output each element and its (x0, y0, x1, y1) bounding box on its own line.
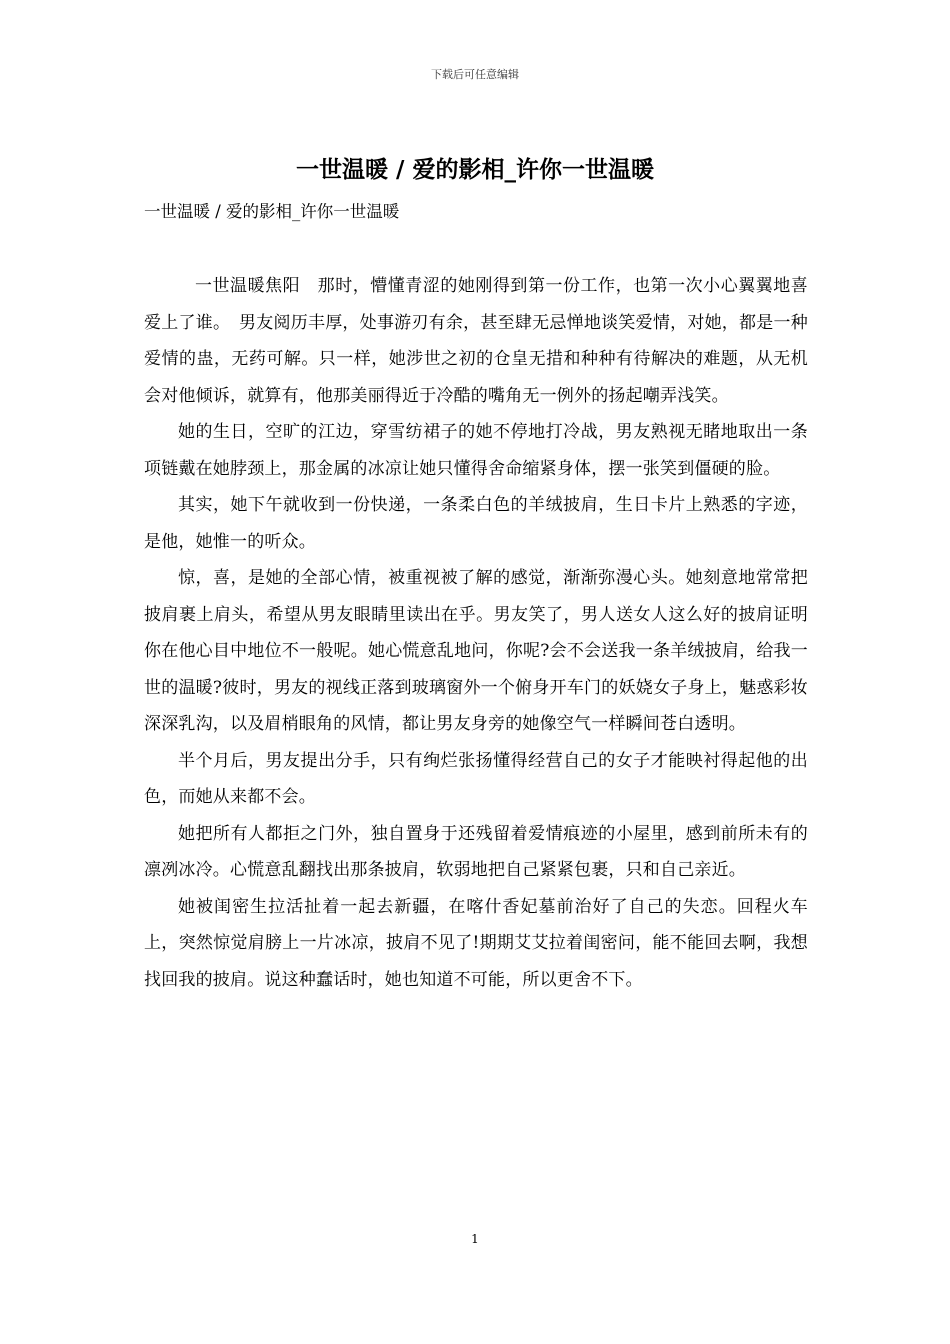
paragraph: 她被闺密生拉活扯着一起去新疆，在喀什香妃墓前治好了自己的失恋。回程火车上，突然惊觉肩膀上一片冰凉，披肩不见了!期期艾艾拉着闺密问，能不能回去啊，我想找回我的披肩。说这种蠢话时，她也知道不可能，所以更舍不下。 (144, 896, 808, 990)
paragraph: 她把所有人都拒之门外，独自置身于还残留着爱情痕迹的小屋里，感到前所未有的凛冽冰冷。心慌意乱翻找出那条披肩，软弱地把自己紧紧包裹，只和自己亲近。 (144, 823, 808, 880)
document-title: 一世温暖 / 爱的影相_许你一世温暖 (296, 156, 654, 183)
document-body (144, 268, 808, 998)
paragraph: 一世温暖焦阳 那时，懵懂青涩的她刚得到第一份工作，也第一次小心翼翼地喜爱上了谁。 男友阅历丰厚，处事游刃有余，甚至肆无忌惮地谈笑爱情，对她，都是一种爱情的蛊，无药可解。只一样，她涉世之初的仓皇无措和种种有待解决的难题，从无机会对他倾诉，就算有，他那美丽得近于冷酷的嘴角无一例外的扬起嘲弄浅笑。 (144, 276, 808, 406)
document-subtitle: 一世温暖 / 爱的影相_许你一世温暖 (144, 202, 400, 221)
paragraph: 半个月后，男友提出分手，只有绚烂张扬懂得经营自己的女子才能映衬得起他的出色，而她从来都不会。 (144, 750, 808, 807)
paragraph: 其实，她下午就收到一份快递，一条柔白色的羊绒披肩，生日卡片上熟悉的字迹，是他，她惟一的听众。 (144, 495, 808, 552)
page-number: 1 (471, 1232, 479, 1246)
paragraph: 惊，喜，是她的全部心情，被重视被了解的感觉，渐渐弥漫心头。她刻意地常常把披肩裹上肩头，希望从男友眼睛里读出在乎。男友笑了，男人送女人这么好的披肩证明你在他心目中地位不一般呢。她心慌意乱地问，你呢?会不会送我一条羊绒披肩，给我一世的温暖?彼时，男友的视线正落到玻璃窗外一个俯身开车门的妖娆女子身上，魅惑彩妆深深乳沟，以及眉梢眼角的风情，都让男友身旁的她像空气一样瞬间苍白透明。 (144, 568, 808, 734)
header-note: 下载后可任意编辑 (431, 68, 519, 81)
paragraph: 她的生日，空旷的江边，穿雪纺裙子的她不停地打冷战，男友熟视无睹地取出一条项链戴在她脖颈上，那金属的冰凉让她只懂得舍命缩紧身体，摆一张笑到僵硬的脸。 (144, 422, 808, 479)
